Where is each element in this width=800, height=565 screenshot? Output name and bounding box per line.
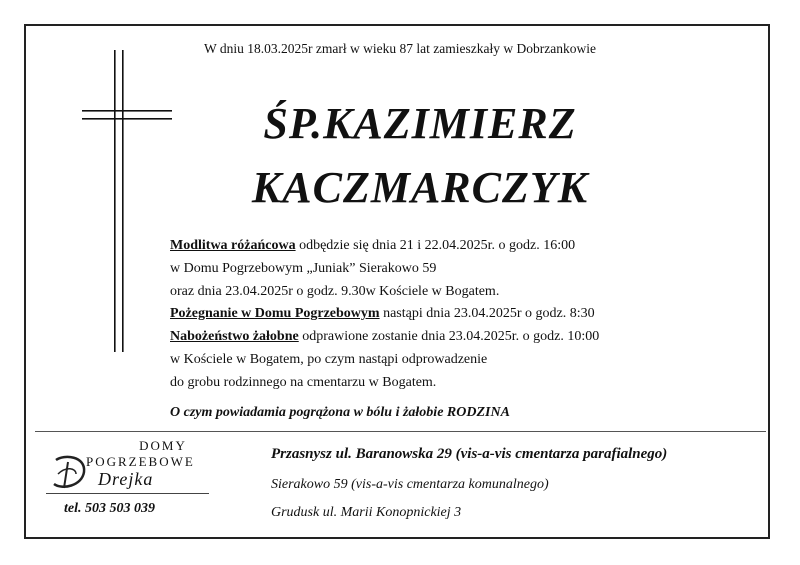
ceremony-details (170, 235, 730, 395)
details-line-2: w Domu Pogrzebowym „Juniak” Sierakowo 59 (170, 260, 437, 276)
logo-emblem-icon (46, 450, 98, 496)
logo-line-domy: DOMY (139, 438, 187, 453)
location-przasnysz: Przasnysz ul. Baranowska 29 (vis-a-vis cmentarza parafialnego) (271, 446, 668, 462)
details-line-3: oraz dnia 23.04.2025r o godz. 9.30w Kościele w Bogatem. (170, 283, 500, 299)
rosary-text: odbędzie się dnia 21 i 22.04.2025r. o godz. 16:00 (295, 238, 576, 253)
funeral-home-logo (40, 438, 215, 530)
mass-label: Nabożeństwo żałobne (170, 329, 299, 345)
farewell-text: nastąpi dnia 23.04.2025r o godz. 8:30 (379, 306, 595, 322)
death-announcement-line: W dniu 18.03.2025r zmarł w wieku 87 lat zamieszkały w Dobrzankowie (204, 41, 596, 56)
footer-divider (35, 431, 766, 432)
deceased-name-last: KACZMARCZYK (251, 163, 589, 212)
location-grudusk: Grudusk ul. Marii Konopnickiej 3 (271, 505, 462, 520)
phone-number: tel. 503 503 039 (64, 501, 155, 516)
mass-text: odprawione zostanie dnia 23.04.2025r. o godz. 10:00 (298, 329, 600, 345)
details-line-7: do grobu rodzinnego na cmentarzu w Bogatem. (170, 374, 437, 390)
location-sierakowo: Sierakowo 59 (vis-a-vis cmentarza komunalnego) (271, 477, 549, 492)
farewell-line (170, 303, 730, 326)
deceased-name-first: ŚP.KAZIMIERZ (263, 99, 577, 148)
mass-line (170, 326, 730, 349)
logo-line-pogrzebowe: POGRZEBOWE (86, 454, 195, 469)
details-line-6: w Kościele w Bogatem, po czym nastąpi odprowadzenie (170, 351, 488, 367)
rosary-label: Modlitwa różańcowa (170, 238, 296, 253)
rosary-line (170, 235, 730, 258)
family-closing-line: O czym powiadamia pogrążona w bólu i żałobie RODZINA (170, 405, 510, 420)
logo-underline (46, 493, 209, 494)
logo-brand-name: Drejka (98, 469, 154, 489)
farewell-label: Pożegnanie w Domu Pogrzebowym (170, 306, 380, 322)
